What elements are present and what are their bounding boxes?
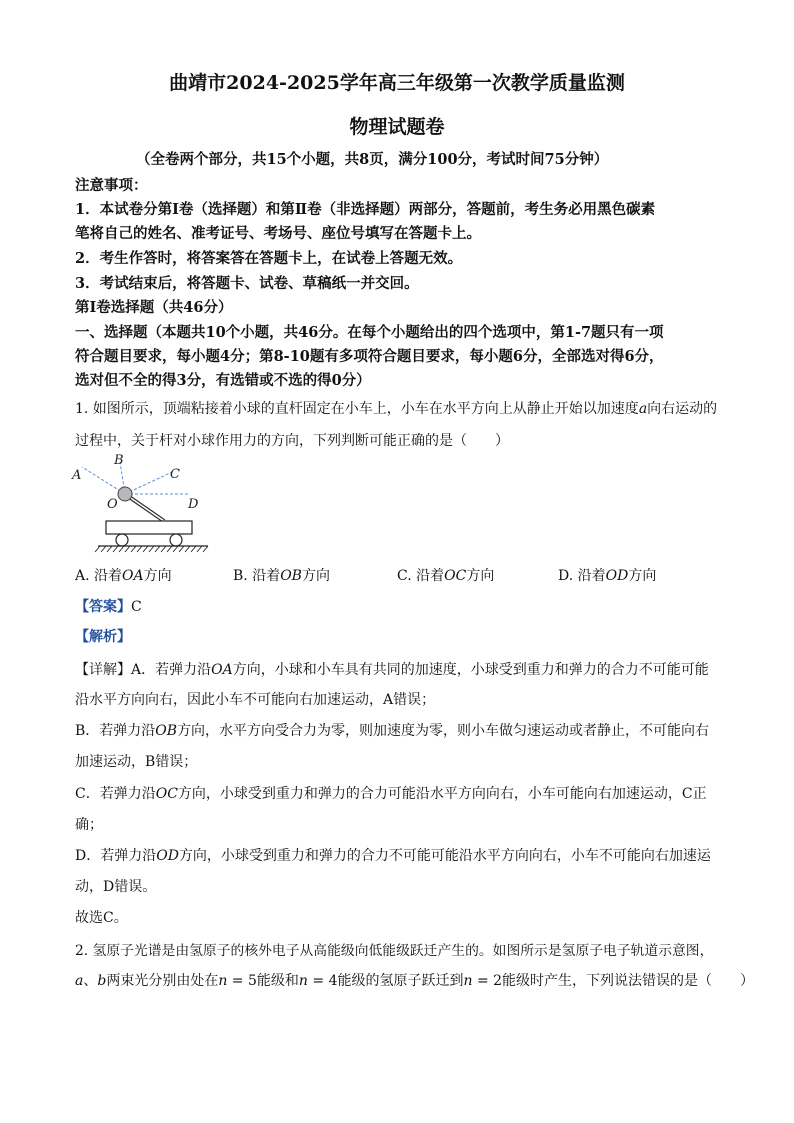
notice-heading: 注意事项： xyxy=(75,177,148,194)
answer-tag: 【答案】 xyxy=(75,599,131,615)
cart-body xyxy=(106,521,192,534)
cart-wheel-right xyxy=(170,534,182,546)
q1-stem-var: a xyxy=(638,401,648,417)
cart-wheel-left xyxy=(116,534,128,546)
answer-value: C xyxy=(131,599,142,615)
q1-detail-line-4: 加速运动，B错误； xyxy=(75,754,198,770)
q1-detail-line-8: 动，D错误。 xyxy=(75,879,157,895)
section-intro-line-2: 符合题目要求，每小题4分；第8-10题有多项符合题目要求，每小题6分，全部选对得6分， xyxy=(75,348,664,365)
page-subtitle: 物理试题卷 xyxy=(349,116,445,138)
label-d: D xyxy=(188,497,199,512)
notice-item-3: 3．考试结束后，将答题卡、试卷、草稿纸一并交回。 xyxy=(75,275,419,292)
q2-stem-line-2: a、b两束光分别由处在n = 5能级和n = 4能级的氢原子跃迁到n = 2能级时产生，下列说法错误的是（ ） xyxy=(75,973,755,989)
q1-option-a[interactable]: A. 沿着OA方向 xyxy=(75,568,172,584)
notice-item-1-line-2: 笔将自己的姓名、准考证号、考场号、座位号填写在答题卡上。 xyxy=(75,225,481,242)
q1-stem-line-2: 过程中，关于杆对小球作用力的方向，下列判断可能正确的是（ ） xyxy=(75,433,509,449)
q1-stem-a: 1. 如图所示，顶端粘接着小球的直杆固定在小车上，小车在水平方向上从静止开始以加速度 xyxy=(75,401,639,417)
q1-detail-line-3: B．若弹力沿OB方向，水平方向受合力为零，则加速度为零，则小车做匀速运动或者静止，不可能向右 xyxy=(75,723,710,739)
q1-detail-line-6: 确； xyxy=(75,817,103,833)
q1-detail-line-2: 沿水平方向向右，因此小车不可能向右加速运动，A错误； xyxy=(75,692,436,708)
q1-analysis-tag: 【解析】 xyxy=(75,629,131,645)
q1-stem-line-1 xyxy=(75,398,717,418)
q1-detail-line-1: 【详解】A．若弹力沿OA方向，小球和小车具有共同的加速度，小球受到重力和弹力的合力不可能可能 xyxy=(75,662,709,678)
ray-oa xyxy=(82,467,125,494)
label-b: B xyxy=(114,453,124,468)
q1-detail-line-5: C．若弹力沿OC方向，小球受到重力和弹力的合力可能沿水平方向向右，小车可能向右加速运动，C正 xyxy=(75,786,707,802)
ground-hatching xyxy=(95,546,208,552)
q1-stem-b: 向右运动的 xyxy=(647,401,718,417)
label-a: A xyxy=(72,468,82,483)
notice-item-1-line-1: 1．本试卷分第Ⅰ卷（选择题）和第Ⅱ卷（非选择题）两部分，答题前，考生务必用黑色碳素 xyxy=(75,201,656,218)
part-1-heading: 第Ⅰ卷选择题（共46分） xyxy=(75,299,233,316)
q1-option-b[interactable]: B. 沿着OB方向 xyxy=(233,568,330,584)
ball xyxy=(118,487,132,501)
section-intro-line-1: 一、选择题（本题共10个小题，共46分。在每个小题给出的四个选项中，第1-7题只有一项 xyxy=(75,324,664,341)
detail-tag: 【详解】 xyxy=(75,662,131,678)
notice-item-2: 2．考生作答时，将答案答在答题卡上，在试卷上答题无效。 xyxy=(75,250,463,267)
q1-conclusion: 故选C。 xyxy=(75,910,128,926)
q1-option-d[interactable]: D. 沿着OD方向 xyxy=(558,568,657,584)
ray-oc xyxy=(125,472,172,494)
q1-detail-line-7: D．若弹力沿OD方向，小球受到重力和弹力的合力不可能可能沿水平方向向右，小车不可能向右加速运 xyxy=(75,848,711,864)
page-title: 曲靖市2024-2025学年高三年级第一次教学质量监测 xyxy=(169,72,625,94)
q2-stem-line-1: 2. 氢原子光谱是由氢原子的核外电子从高能级向低能级跃迁产生的。如图所示是氢原子电子轨道示意图， xyxy=(75,943,714,959)
label-c: C xyxy=(170,467,180,482)
q1-figure xyxy=(70,450,215,560)
q1-option-c[interactable]: C. 沿着OC方向 xyxy=(397,568,495,584)
label-o: O xyxy=(107,497,118,512)
q1-answer xyxy=(75,596,142,616)
exam-info: （全卷两个部分，共15个小题，共8页，满分100分，考试时间75分钟） xyxy=(136,151,609,168)
section-intro-line-3: 选对但不全的得3分，有选错或不选的得0分） xyxy=(75,372,371,389)
